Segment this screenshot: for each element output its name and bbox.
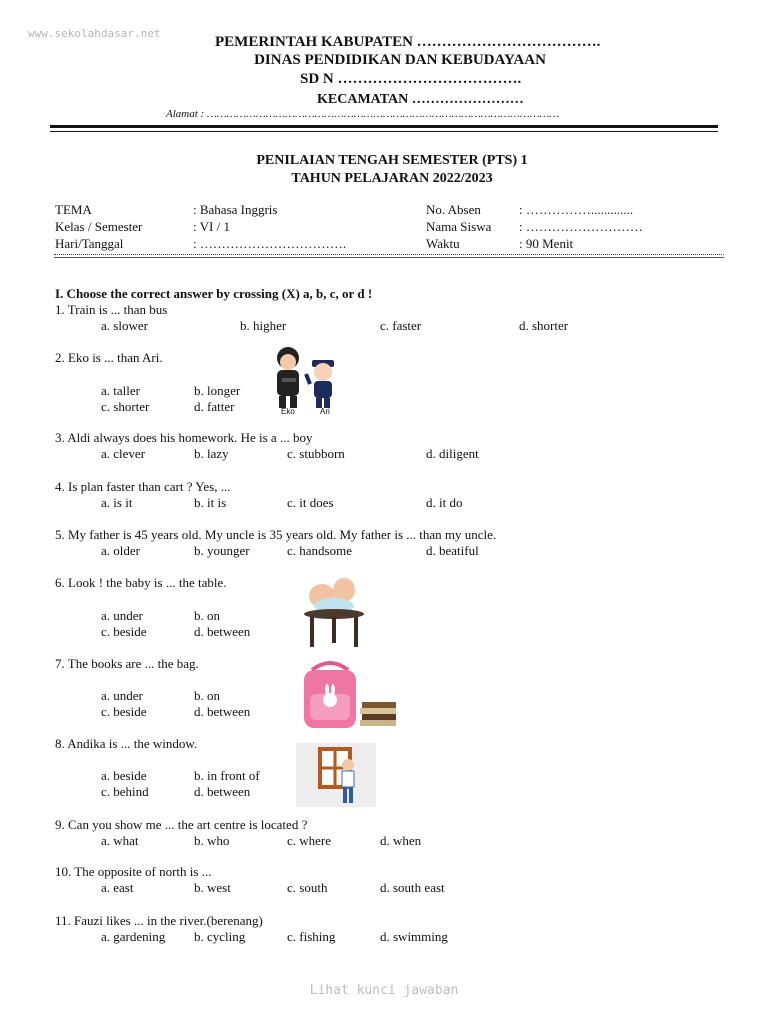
q1-option-b[interactable]: b. higher (240, 318, 287, 333)
q11-option-c[interactable]: c. fishing (287, 929, 336, 944)
q6-option-c[interactable]: c. beside (101, 624, 147, 639)
hari-value: : ……………………………. (193, 236, 347, 251)
q10-option-c[interactable]: c. south (287, 880, 328, 895)
q9-option-d[interactable]: d. when (380, 833, 422, 848)
q1-option-c[interactable]: c. faster (380, 318, 422, 333)
q5-option-d[interactable]: d. beatiful (426, 543, 479, 558)
kelas-value: : VI / 1 (193, 219, 230, 234)
q6-option-a[interactable]: a. under (101, 608, 143, 623)
q5-option-b[interactable]: b. younger (194, 543, 250, 558)
exam-year: TAHUN PELAJARAN 2022/2023 (291, 171, 493, 186)
header-line-3: SD N ………………………………. (300, 71, 522, 87)
q3-option-b[interactable]: b. lazy (194, 446, 229, 461)
q9-option-b[interactable]: b. who (194, 833, 230, 848)
q8-option-c[interactable]: c. behind (101, 784, 149, 799)
ari-label: Ari (320, 407, 330, 416)
info-rule-1 (54, 254, 724, 255)
q8-option-d[interactable]: d. between (194, 784, 251, 799)
q9-option-c[interactable]: c. where (287, 833, 332, 848)
q2-option-a[interactable]: a. taller (101, 383, 140, 398)
watermark-text: www.sekolahdasar.net (28, 27, 161, 40)
q4-option-c[interactable]: c. it does (287, 495, 334, 510)
q10-option-a[interactable]: a. east (101, 880, 134, 895)
q7-option-c[interactable]: c. beside (101, 704, 147, 719)
info-rule-2 (54, 257, 724, 258)
q4-option-b[interactable]: b. it is (194, 495, 227, 510)
q10-option-d[interactable]: d. south east (380, 880, 445, 895)
question-9: 9. Can you show me ... the art centre is located ? (55, 817, 308, 832)
header-line-4: KECAMATAN …………………… (317, 92, 524, 107)
header-rule-thin (50, 131, 718, 132)
question-1: 1. Train is ... than bus (55, 302, 168, 317)
header-address: Alamat : ……………………………………………………………………………………………… (166, 108, 560, 120)
q1-option-a[interactable]: a. slower (101, 318, 148, 333)
q11-option-b[interactable]: b. cycling (194, 929, 246, 944)
header-line-1: PEMERINTAH KABUPATEN ………………………………. (215, 34, 601, 50)
q6-option-b[interactable]: b. on (194, 608, 220, 623)
q3-option-a[interactable]: a. clever (101, 446, 146, 461)
q3-option-d[interactable]: d. diligent (426, 446, 479, 461)
hari-label: Hari/Tanggal (55, 236, 124, 251)
question-8: 8. Andika is ... the window. (55, 736, 198, 751)
exam-title: PENILAIAN TENGAH SEMESTER (PTS) 1 (256, 153, 528, 168)
q2-option-b[interactable]: b. longer (194, 383, 241, 398)
waktu-value: : 90 Menit (519, 236, 574, 251)
eko-label: Eko (281, 407, 295, 416)
header-rule-thick (50, 125, 718, 128)
kelas-label: Kelas / Semester (55, 219, 143, 234)
bag-and-books-illustration (298, 660, 400, 730)
question-10: 10. The opposite of north is ... (55, 864, 212, 879)
question-2: 2. Eko is ... than Ari. (55, 350, 163, 365)
q5-option-c[interactable]: c. handsome (287, 543, 352, 558)
q5-option-a[interactable]: a. older (101, 543, 140, 558)
tema-value: : Bahasa Inggris (193, 202, 278, 217)
q7-option-d[interactable]: d. between (194, 704, 251, 719)
answer-key-link[interactable]: Lihat kunci jawaban (309, 983, 459, 998)
question-6: 6. Look ! the baby is ... the table. (55, 575, 227, 590)
q8-option-a[interactable]: a. beside (101, 768, 147, 783)
question-3: 3. Aldi always does his homework. He is a ... boy (55, 430, 313, 445)
waktu-label: Waktu (426, 236, 460, 251)
header-line-2: DINAS PENDIDIKAN DAN KEBUDAYAAN (254, 52, 546, 68)
q1-option-d[interactable]: d. shorter (519, 318, 569, 333)
boy-and-window-illustration (296, 743, 376, 807)
q8-option-b[interactable]: b. in front of (194, 768, 260, 783)
q2-option-d[interactable]: d. fatter (194, 399, 235, 414)
q11-option-d[interactable]: d. swimming (380, 929, 448, 944)
q4-option-d[interactable]: d. it do (426, 495, 463, 510)
q10-option-b[interactable]: b. west (194, 880, 231, 895)
question-7: 7. The books are ... the bag. (55, 656, 199, 671)
q9-option-a[interactable]: a. what (101, 833, 139, 848)
question-4: 4. Is plan faster than cart ? Yes, ... (55, 479, 231, 494)
absen-value: : ……………............. (519, 202, 634, 217)
baby-on-table-illustration (300, 574, 368, 650)
question-5: 5. My father is 45 years old. My uncle is 35 years old. My father is ... than my uncle. (55, 527, 497, 542)
q4-option-a[interactable]: a. is it (101, 495, 133, 510)
nama-value: : ……………………… (519, 219, 643, 234)
q7-option-a[interactable]: a. under (101, 688, 143, 703)
tema-label: TEMA (55, 202, 92, 217)
q7-option-b[interactable]: b. on (194, 688, 220, 703)
q11-option-a[interactable]: a. gardening (101, 929, 166, 944)
question-11: 11. Fauzi likes ... in the river.(berenang) (55, 913, 263, 928)
q6-option-d[interactable]: d. between (194, 624, 251, 639)
q3-option-c[interactable]: c. stubborn (287, 446, 345, 461)
absen-label: No. Absen (426, 202, 481, 217)
nama-label: Nama Siswa (426, 219, 492, 234)
q2-option-c[interactable]: c. shorter (101, 399, 150, 414)
section-title: I. Choose the correct answer by crossing (X) a, b, c, or d ! (55, 286, 373, 301)
